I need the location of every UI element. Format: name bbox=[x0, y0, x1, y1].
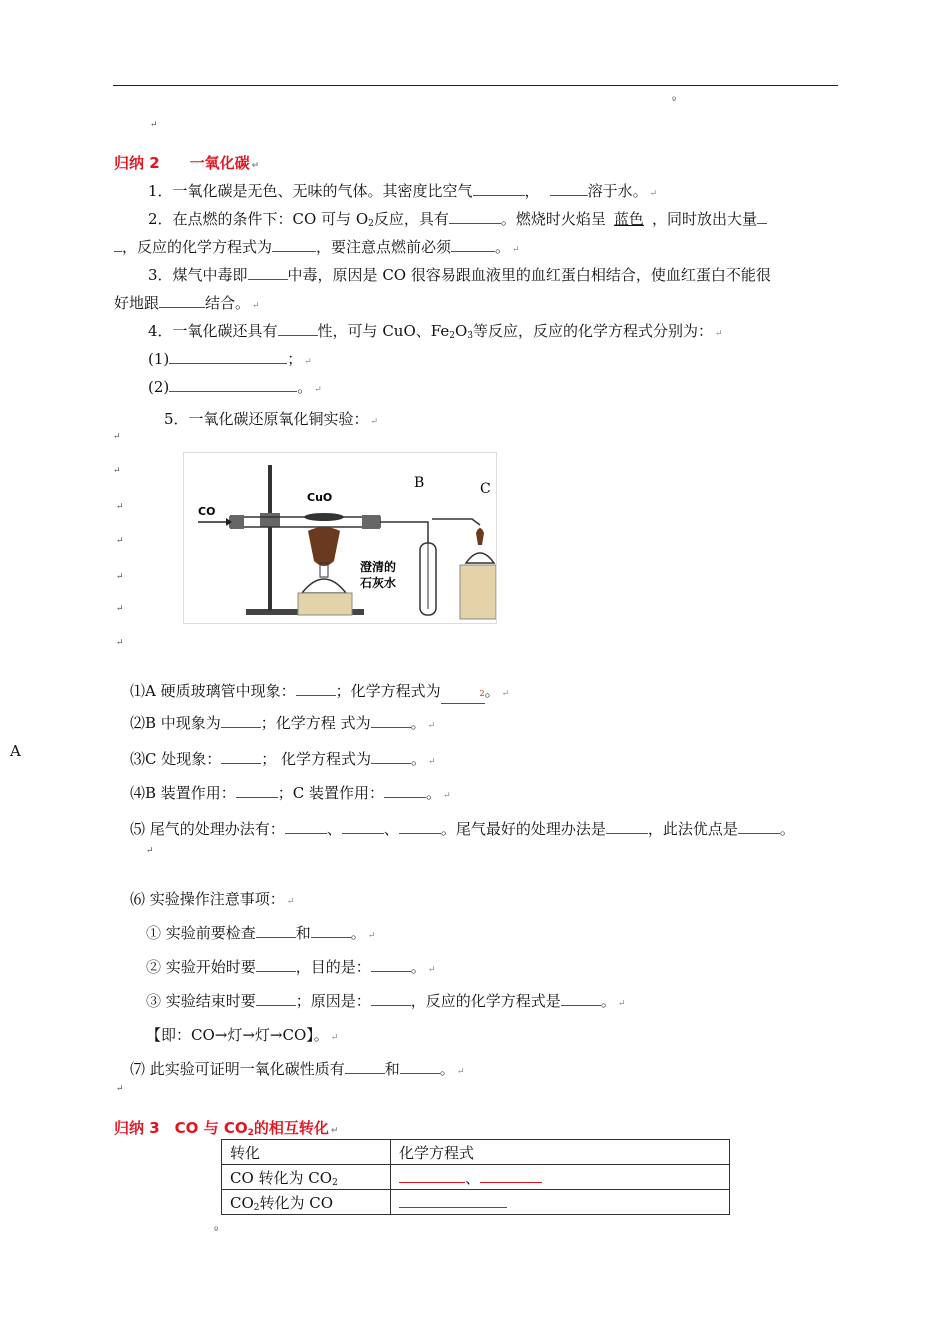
lamp-c bbox=[466, 553, 494, 563]
stopper-left bbox=[230, 515, 244, 529]
label-c: C bbox=[480, 481, 491, 497]
paragraph-mark: ↵ bbox=[116, 572, 124, 582]
table-header-cell: 转化 bbox=[222, 1140, 391, 1165]
stand-rod bbox=[268, 465, 272, 611]
table-cell: 、 bbox=[391, 1165, 730, 1190]
paragraph-mark: ↵ bbox=[116, 536, 124, 546]
header-rule bbox=[113, 85, 838, 86]
paragraph-mark: ↵ bbox=[116, 604, 124, 614]
apparatus-diagram bbox=[184, 453, 496, 623]
wood-block-c bbox=[460, 565, 496, 619]
precaution-2: ② 实验开始时要 ，目的是： 。 ↵ bbox=[146, 958, 436, 976]
question-1: 1．一氧化碳是无色、无味的气体。其密度比空气 ， 溶于水。 ↵ bbox=[148, 182, 658, 200]
section-heading-2: 归纳 2 一氧化碳 ↵ bbox=[114, 154, 260, 172]
flame-c-icon bbox=[476, 528, 484, 545]
sub-question-6: ⑹ 实验操作注意事项： ↵ bbox=[130, 890, 295, 908]
alcohol-lamp bbox=[302, 579, 346, 593]
conversion-table bbox=[221, 1139, 730, 1215]
label-lime-2: 石灰水 bbox=[360, 576, 397, 590]
stopper-right bbox=[362, 515, 380, 529]
table-header-row bbox=[222, 1140, 730, 1165]
table-cell bbox=[391, 1190, 730, 1215]
label-co: CO bbox=[198, 505, 216, 518]
question-4-2: (2) 。 ↵ bbox=[148, 378, 322, 396]
label-b: B bbox=[414, 475, 425, 491]
side-label-a: A bbox=[10, 742, 21, 760]
paragraph-mark: ↵ bbox=[116, 638, 124, 648]
paragraph-mark: ↵ bbox=[113, 466, 121, 476]
precaution-1: ① 实验前要检查 和 。 ↵ bbox=[146, 924, 376, 942]
paragraph-mark: º bbox=[214, 1226, 219, 1236]
label-lime-1: 澄清的 bbox=[360, 560, 397, 574]
sub-question-5: ⑸ 尾气的处理办法有： 、 、 。尾气最好的处理办法是 ，此法优点是 。 bbox=[130, 820, 795, 838]
flame-icon bbox=[308, 527, 340, 566]
question-4: 4．一氧化碳还具有 性，可与 CuO、$Fe_2O_3$等反应，反应的化学方程式分别为： ↵ bbox=[148, 322, 723, 341]
paragraph-mark: ↵ bbox=[116, 502, 124, 512]
cuo-powder bbox=[304, 513, 344, 521]
table-row bbox=[222, 1165, 730, 1190]
question-5: 5．一氧化碳还原氧化铜实验： ↵ bbox=[164, 410, 379, 428]
question-2: 2．在点燃的条件下：CO 可与 $O_2$反应，具有 。燃烧时火焰呈 蓝色 ，同时放出大量 bbox=[148, 208, 767, 229]
table-cell: CO 转化为 $CO_2$ bbox=[222, 1165, 391, 1190]
connecting-tube bbox=[380, 522, 428, 543]
precaution-3: ③ 实验结束时要 ；原因是： ，反应的化学方程式是 。 ↵ bbox=[146, 992, 626, 1010]
sub-question-3: ⑶C 处现象： ； 化学方程式为 。 ↵ bbox=[130, 750, 436, 768]
paragraph-mark: ↵ bbox=[116, 1084, 124, 1094]
sub-question-1: ⑴A 硬质玻璃管中现象： ；化学方程式为 2。 ↵ bbox=[130, 680, 509, 704]
apparatus-figure bbox=[183, 452, 497, 624]
wood-block bbox=[298, 593, 352, 615]
label-cuo: CuO bbox=[307, 491, 333, 504]
paragraph-mark: ↵ bbox=[113, 432, 121, 442]
clamp bbox=[260, 513, 280, 527]
question-3-cont: 好地跟 结合。 ↵ bbox=[114, 294, 260, 312]
question-3: 3．煤气中毒即 中毒，原因是 CO 很容易跟血液里的血红蛋白相结合，使血红蛋白不能很 bbox=[148, 266, 771, 284]
table-cell: $CO_2$转化为 CO bbox=[222, 1190, 391, 1215]
paragraph-mark: ↵ bbox=[146, 846, 154, 856]
table-header-cell: 化学方程式 bbox=[391, 1140, 730, 1165]
question-4-1: (1) ； ↵ bbox=[148, 350, 312, 368]
paragraph-mark: ↵ bbox=[150, 120, 158, 130]
sub-question-7: ⑺ 此实验可证明一氧化碳性质有 和 。 ↵ bbox=[130, 1060, 465, 1078]
exhaust-tube bbox=[432, 519, 480, 525]
precaution-note: 【即：CO→灯→灯→CO】。 ↵ bbox=[146, 1026, 339, 1044]
question-2-cont: ，反应的化学方程式为 ，要注意点燃前必须 。 ↵ bbox=[114, 236, 520, 257]
glass-tube bbox=[230, 517, 380, 527]
table-row bbox=[222, 1190, 730, 1215]
flame-color: 蓝色 bbox=[613, 210, 644, 228]
sub-question-2: ⑵B 中现象为 ；化学方程 式为 。 ↵ bbox=[130, 714, 436, 732]
paragraph-mark: º bbox=[672, 96, 677, 106]
sub-question-4: ⑷B 装置作用： ；C 装置作用： 。 ↵ bbox=[130, 784, 451, 802]
section-heading-3: 归纳 3 CO 与 $CO_2$的相互转化 ↵ bbox=[114, 1119, 339, 1138]
